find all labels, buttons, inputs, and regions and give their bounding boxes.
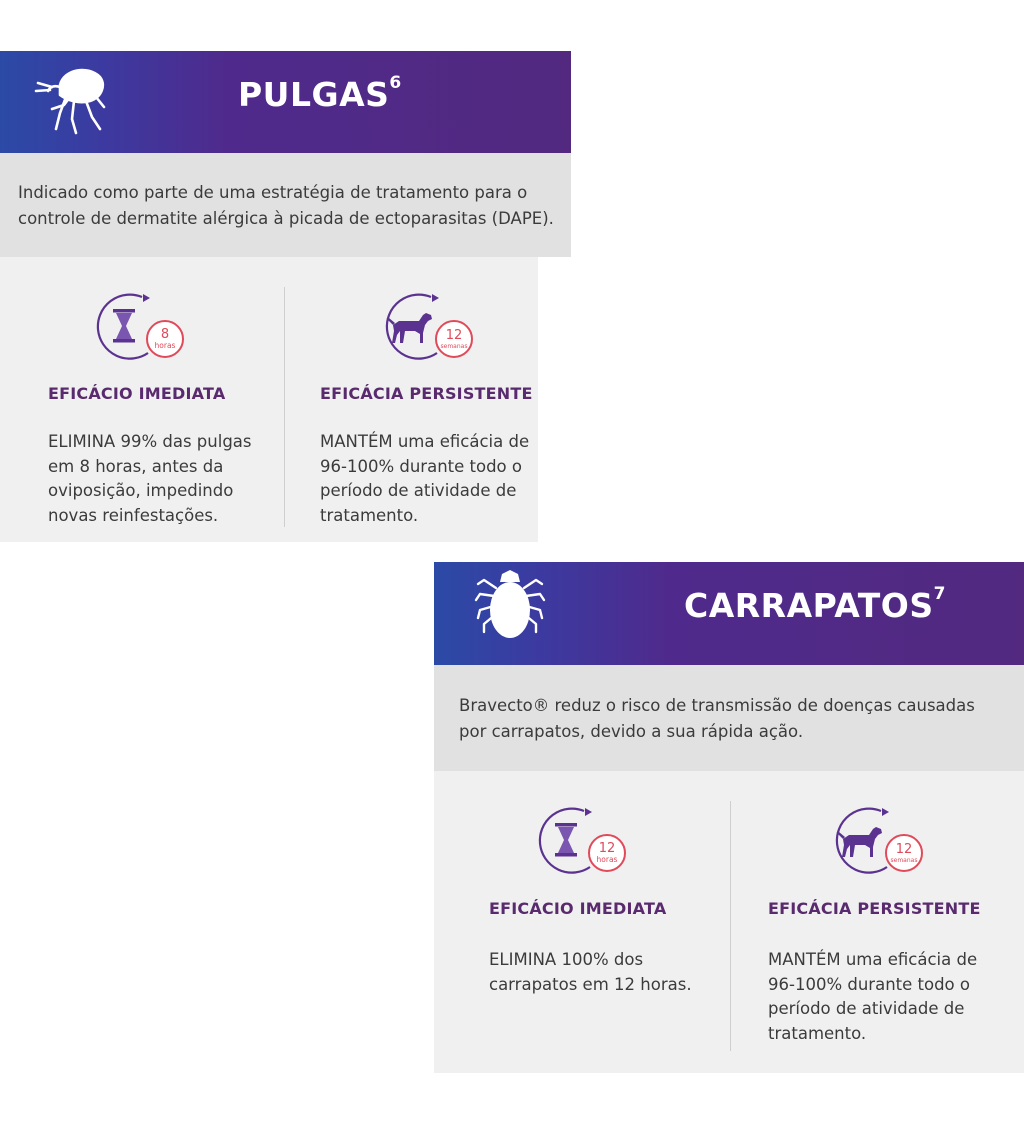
feature-persistent — [285, 257, 571, 542]
feature-immediate — [434, 771, 730, 1073]
dog-icon — [379, 291, 477, 363]
tick-icon — [474, 566, 546, 642]
feature-heading: EFICÁCIO IMEDIATA — [489, 899, 667, 918]
feature-heading: EFICÁCIO IMEDIATA — [48, 384, 226, 403]
intro-text: Bravecto® reduz o risco de transmissão de doenças causadas por carrapatos, devido a sua rápida ação. — [434, 665, 1024, 771]
feature-persistent — [731, 771, 1024, 1073]
flea-icon — [30, 57, 106, 137]
feature-columns — [0, 257, 571, 542]
dog-icon — [829, 805, 927, 877]
banner-title: CARRAPATOS$^7$ — [684, 584, 946, 625]
feature-immediate — [0, 257, 284, 542]
feature-text: ELIMINA 99% das pulgas em 8 horas, antes da oviposição, impedindo novas reinfestações. — [48, 432, 252, 525]
carrapatos-card — [434, 562, 1024, 1073]
feature-text: MANTÉM uma eficácia de 96-100% durante todo o período de atividade de tratamento. — [768, 950, 978, 1043]
badge-unit: semanas — [440, 343, 468, 350]
carrapatos-banner — [434, 562, 1024, 665]
feature-columns — [434, 771, 1024, 1073]
badge-value: 12 — [598, 841, 616, 856]
intro-text: Indicado como parte de uma estratégia de tratamento para o controle de dermatite alérgica à picada de ectoparasitas (DAPE). — [0, 153, 571, 257]
badge-value: 12 — [895, 842, 913, 857]
badge-unit: semanas — [890, 857, 918, 864]
badge-unit: horas — [154, 341, 176, 350]
feature-text: MANTÉM uma eficácia de 96-100% durante todo o período de atividade de tratamento. — [320, 432, 530, 525]
hourglass-icon — [90, 291, 188, 363]
feature-heading: EFICÁCIA PERSISTENTE — [320, 384, 533, 403]
badge-value: 8 — [160, 327, 170, 342]
badge-unit: horas — [596, 855, 618, 864]
feature-text: ELIMINA 100% dos carrapatos em 12 horas. — [489, 950, 692, 994]
pulgas-card — [0, 51, 554, 542]
badge-value: 12 — [445, 328, 463, 343]
banner-title: PULGAS$^6$ — [238, 73, 402, 114]
hourglass-icon — [532, 805, 630, 877]
feature-heading: EFICÁCIA PERSISTENTE — [768, 899, 981, 918]
pulgas-banner — [0, 51, 571, 153]
